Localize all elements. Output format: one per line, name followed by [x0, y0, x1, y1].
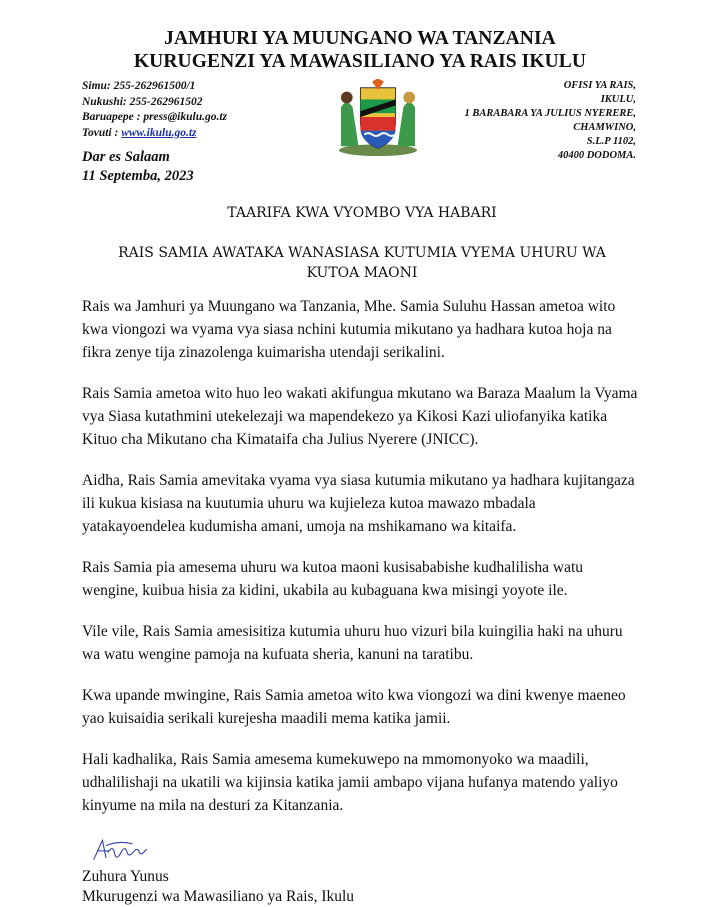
address-line: IKULU,: [600, 94, 636, 105]
letterhead-title: JAMHURI YA MUUNGANO WA TANZANIA: [164, 28, 556, 49]
paragraph: Rais Samia pia amesema uhuru wa kutoa maoni kusisababishe kudhalilisha watu wengine, kuibua hisia za kidini, ukabila au kubaguana kwa misingi yoyote ile.: [82, 559, 584, 599]
address-line: S.L.P 1102,: [586, 136, 636, 147]
date: 11 Septemba, 2023: [82, 168, 194, 184]
address-line: CHAMWINO,: [573, 122, 636, 133]
letterhead-subtitle: KURUGENZI YA MAWASILIANO YA RAIS IKULU: [133, 51, 587, 72]
press-release-body: [82, 295, 642, 817]
address-line: 1 BARABARA YA JULIUS NYERERE,: [464, 108, 636, 119]
signer-block: [82, 867, 642, 907]
coat-of-arms-emblem: [330, 78, 426, 158]
contact-block: [82, 79, 227, 141]
press-release-subheading: RAIS SAMIA AWATAKA WANASIASA KUTUMIA VYEMA UHURU WA KUTOA MAONI: [118, 245, 606, 281]
paragraph: Vile vile, Rais Samia amesisitiza kutumia uhuru huo vizuri bila kuingilia haki na uhuru wa watu wengine pamoja na kufuata sheria, kanuni na taratibu.: [82, 623, 623, 663]
address-block: [465, 79, 636, 163]
website-label: Tovuti :: [82, 126, 122, 139]
paragraph: Rais wa Jamhuri ya Muungano wa Tanzania, Mhe. Samia Suluhu Hassan ametoa wito kwa viongozi wa vyama vya siasa nchini kutumia mikutano ya hadhara kutoa hoja na fikra zenye tija zinazolenga kuimarisha utendaji serikalini.: [82, 298, 616, 361]
place-date: [82, 148, 194, 186]
paragraph: Kwa upande mwingine, Rais Samia ametoa wito kwa viongozi wa dini kwenye maeneo yao kuisaidia serikali kurejesha maadili mema katika jamii.: [82, 687, 626, 727]
press-release: [82, 203, 642, 907]
fax: Nukushi: 255-262961502: [82, 95, 203, 108]
paragraph: Rais Samia ametoa wito huo leo wakati akifungua mkutano wa Baraza Maalum la Vyama vya Siasa kutathmini utekelezaji wa mapendekezo ya Kikosi Kazi uliofanyika katika Kituo cha Mikutano cha Kimataifa cha Julius Nyerere (JNICC).: [82, 385, 638, 448]
signer-title: Mkurugenzi wa Mawasiliano ya Rais, Ikulu: [82, 888, 355, 905]
website-row: [82, 126, 227, 142]
paragraph: Aidha, Rais Samia amevitaka vyama vya siasa kutumia mikutano ya hadhara kujitangaza ili kukua kisiasa na kuutumia uhuru wa kujieleza kutoa mawazo mbadala yatakayoendelea kudumisha amani, umoja na mshikamano wa kitaifa.: [82, 472, 635, 535]
phone: Simu: 255-262961500/1: [82, 80, 196, 92]
place: Dar es Salaam: [82, 149, 170, 165]
press-release-heading: TAARIFA KWA VYOMBO VYA HABARI: [227, 205, 497, 221]
signature-image: [86, 835, 156, 865]
signer-name: Zuhura Yunus: [82, 868, 169, 885]
address-line: 40400 DODOMA.: [557, 150, 636, 161]
website-link[interactable]: www.ikulu.go.tz: [121, 126, 197, 139]
email: Baruapepe : press@ikulu.go.tz: [82, 111, 228, 123]
paragraph: Hali kadhalika, Rais Samia amesema kumekuwepo na mmomonyoko wa maadili, udhalilishaji na ukatili wa kijinsia katika jamii ambapo vijana hufanya matendo yaliyo kinyume na mila na desturi za Kitanzania.: [82, 751, 618, 814]
address-line: OFISI YA RAIS,: [563, 80, 636, 91]
